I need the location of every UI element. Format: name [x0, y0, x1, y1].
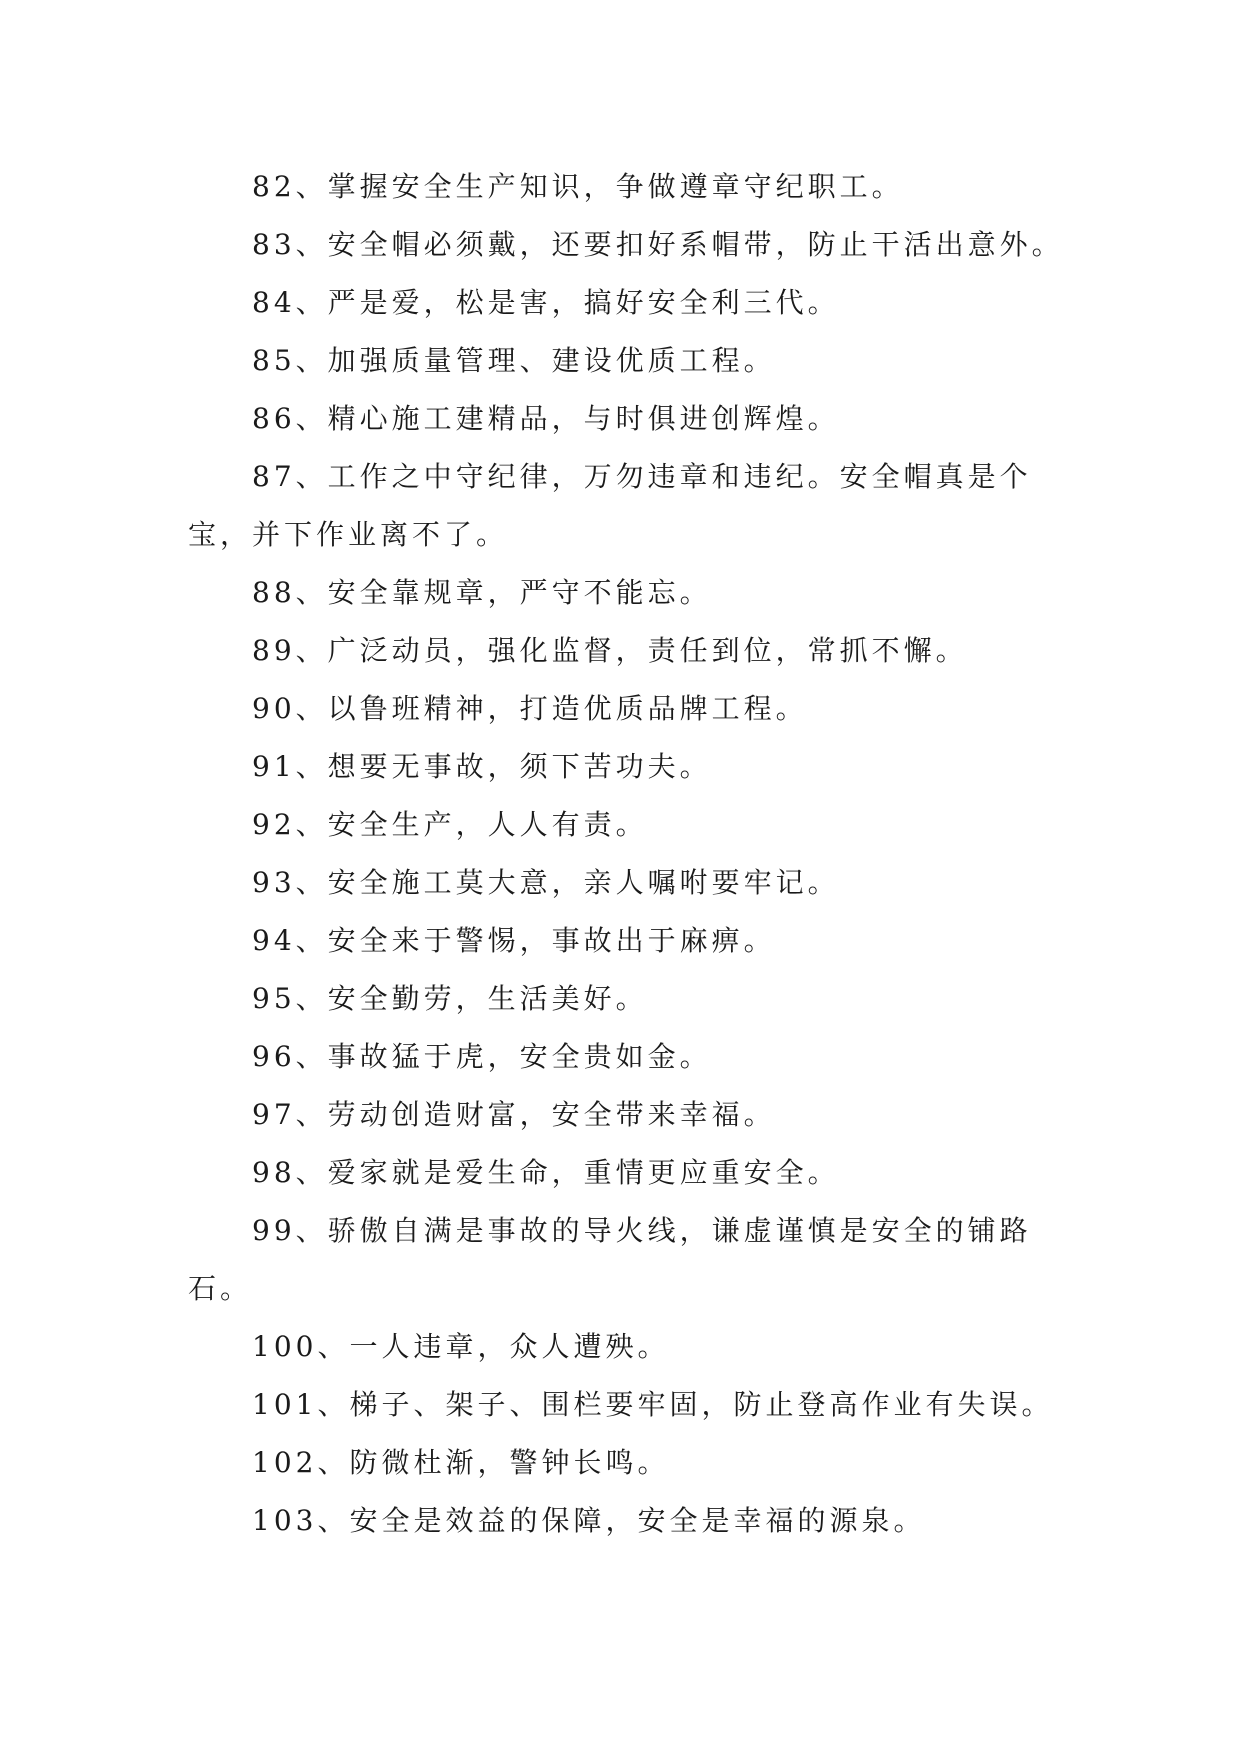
slogan-line: 82、掌握安全生产知识，争做遵章守纪职工。 — [252, 170, 904, 203]
slogan-line: 83、安全帽必须戴，还要扣好系帽带，防止干活出意外。 — [252, 228, 1064, 261]
slogan-line: 102、防微杜渐，警钟长鸣。 — [252, 1446, 670, 1479]
slogan-line: 91、想要无事故，须下苦功夫。 — [252, 750, 712, 783]
slogan-line-continuation: 石。 — [188, 1272, 253, 1305]
slogan-line: 98、爱家就是爱生命，重情更应重安全。 — [252, 1156, 840, 1189]
slogan-line: 103、安全是效益的保障，安全是幸福的源泉。 — [252, 1504, 926, 1537]
slogan-line: 93、安全施工莫大意，亲人嘱咐要牢记。 — [252, 866, 840, 899]
slogan-line: 85、加强质量管理、建设优质工程。 — [252, 344, 776, 377]
slogan-line: 86、精心施工建精品，与时俱进创辉煌。 — [252, 402, 840, 435]
slogan-list — [188, 158, 1064, 1550]
slogan-line: 88、安全靠规章，严守不能忘。 — [252, 576, 712, 609]
slogan-line: 89、广泛动员，强化监督，责任到位，常抓不懈。 — [252, 634, 968, 667]
slogan-line: 95、安全勤劳，生活美好。 — [252, 982, 648, 1015]
slogan-line: 101、梯子、架子、围栏要牢固，防止登高作业有失误。 — [252, 1388, 1054, 1421]
slogan-line: 87、工作之中守纪律，万勿违章和违纪。安全帽真是个 — [252, 460, 1032, 493]
slogan-line: 92、安全生产，人人有责。 — [252, 808, 648, 841]
slogan-line: 97、劳动创造财富，安全带来幸福。 — [252, 1098, 776, 1131]
slogan-line-continuation: 宝，并下作业离不了。 — [188, 518, 509, 551]
slogan-line: 90、以鲁班精神，打造优质品牌工程。 — [252, 692, 808, 725]
slogan-line: 84、严是爱，松是害，搞好安全利三代。 — [252, 286, 840, 319]
slogan-line: 99、骄傲自满是事故的导火线，谦虚谨慎是安全的铺路 — [252, 1214, 1032, 1247]
slogan-line: 100、一人违章，众人遭殃。 — [252, 1330, 670, 1363]
slogan-line: 94、安全来于警惕，事故出于麻痹。 — [252, 924, 776, 957]
slogan-line: 96、事故猛于虎，安全贵如金。 — [252, 1040, 712, 1073]
